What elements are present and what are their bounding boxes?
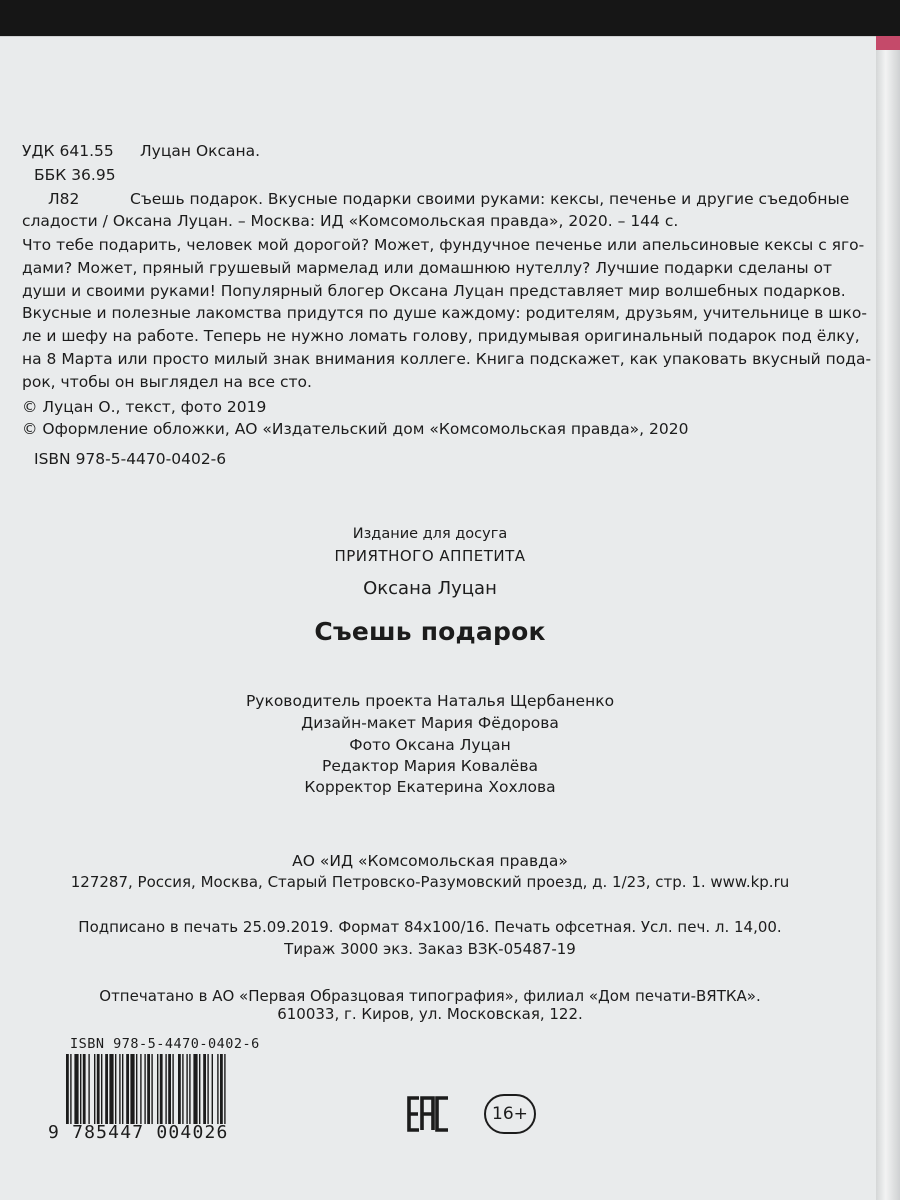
annotation-line: души и своими руками! Популярный блогер Оксана Луцан представляет мир волшебных подарков. xyxy=(22,281,846,300)
annotation-line: рок, чтобы он выглядел на все сто. xyxy=(22,372,312,391)
background-top xyxy=(0,0,900,40)
copyright-line: © Оформление обложки, АО «Издательский дом «Комсомольская правда», 2020 xyxy=(22,420,689,438)
book-cover-edge xyxy=(876,36,900,1200)
annotation-line: дами? Может, пряный грушевый мармелад или домашнюю нутеллу? Лучшие подарки сделаны от xyxy=(22,258,833,277)
credit-line: Корректор Екатерина Хохлова xyxy=(304,778,556,796)
printer-line: 610033, г. Киров, ул. Московская, 122. xyxy=(277,1005,583,1023)
annotation-paragraph xyxy=(22,234,872,394)
publisher-name: АО «ИД «Комсомольская правда» xyxy=(292,852,568,870)
udk-code: УДК 641.55 xyxy=(22,142,114,160)
eac-mark-icon xyxy=(406,1094,454,1134)
print-info-line: Подписано в печать 25.09.2019. Формат 84х100/16. Печать офсетная. Усл. печ. л. 14,00. xyxy=(78,918,782,936)
barcode-isbn: ISBN 978-5-4470-0402-6 xyxy=(70,1036,260,1052)
printer-line: Отпечатано в АО «Первая Образцовая типография», филиал «Дом печати-ВЯТКА». xyxy=(99,987,761,1005)
book-author: Оксана Луцан xyxy=(363,578,497,599)
author-mark: Л82 xyxy=(48,190,80,208)
credit-line: Редактор Мария Ковалёва xyxy=(322,757,538,775)
barcode-digits: 9 785447 004026 xyxy=(48,1122,229,1143)
print-info-line: Тираж 3000 экз. Заказ ВЗК-05487-19 xyxy=(284,940,576,958)
annotation-line: на 8 Марта или просто милый знак внимания коллеге. Книга подскажет, как упаковать вкусный пода- xyxy=(22,349,872,368)
isbn-text: ISBN 978-5-4470-0402-6 xyxy=(34,450,227,468)
copyright-line: © Луцан О., текст, фото 2019 xyxy=(22,398,267,416)
record-line: сладости / Оксана Луцан. – Москва: ИД «Комсомольская правда», 2020. – 144 с. xyxy=(22,212,679,230)
series-name: ПРИЯТНОГО АППЕТИТА xyxy=(334,547,526,565)
bbk-code: ББК 36.95 xyxy=(34,166,116,184)
credit-line: Дизайн-макет Мария Фёдорова xyxy=(301,714,559,732)
age-rating-badge: 16+ xyxy=(484,1094,536,1134)
publisher-address: 127287, Россия, Москва, Старый Петровско-Разумовский проезд, д. 1/23, стр. 1. www.kp.ru xyxy=(70,873,790,891)
annotation-line: Вкусные и полезные лакомства придутся по душе каждому: родителям, друзьям, учительнице в шко- xyxy=(22,304,867,323)
barcode xyxy=(48,1036,288,1146)
credit-line: Фото Оксана Луцан xyxy=(349,736,511,754)
edition-type: Издание для досуга xyxy=(352,526,508,542)
author-heading: Луцан Оксана. xyxy=(140,142,261,160)
book-title: Съешь подарок xyxy=(314,617,546,646)
record-line: Съешь подарок. Вкусные подарки своими руками: кексы, печенье и другие съедобные xyxy=(130,190,850,208)
annotation-line: ле и шефу на работе. Теперь не нужно ломать голову, придумывая оригинальный подарок под ёлку, xyxy=(22,327,860,346)
annotation-line: Что тебе подарить, человек мой дорогой? Может, фундучное печенье или апельсиновые кексы с яго- xyxy=(22,236,865,254)
credit-line: Руководитель проекта Наталья Щербаненко xyxy=(245,692,615,710)
